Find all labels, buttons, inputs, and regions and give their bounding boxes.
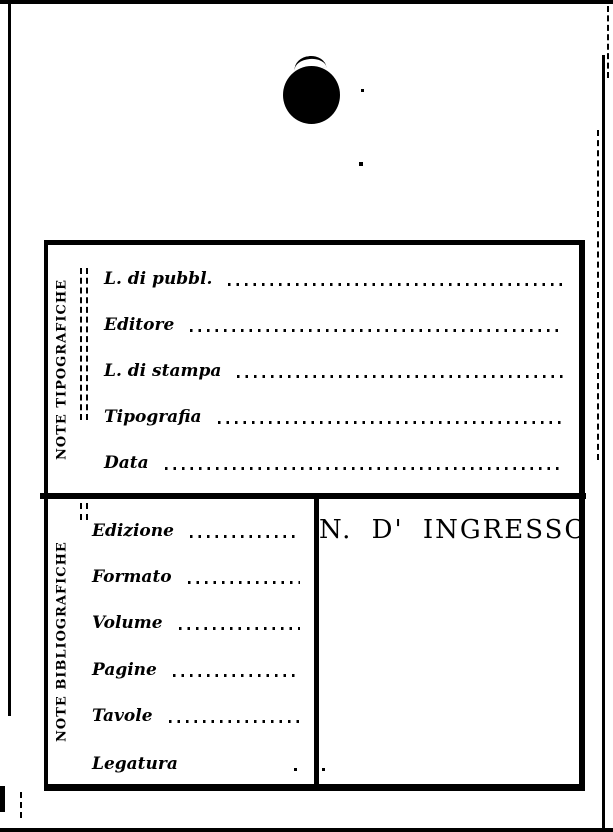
scan-edge-top [0,0,613,4]
field-row-editore [104,316,563,335]
field-label: L. di stampa [104,361,222,381]
field-row-l-di-stampa [104,362,563,381]
double-rule-divider [80,268,88,420]
ingresso-title: N. D' INGRESSO [319,515,588,545]
field-row-data [104,454,563,473]
field-label: Edizione [92,521,174,541]
dotted-entry-line [165,467,563,470]
field-row-tavole [92,707,300,726]
section-title-bibliografiche: NOTE BIBLIOGRAFICHE [54,541,70,742]
field-label: L. di pubbl. [104,269,213,289]
scan-tick-bottom-left [20,792,22,818]
scan-edge-bottom [0,828,613,832]
section-note-bibliografiche [44,499,588,791]
field-label: Formato [92,567,172,587]
field-row-l-di-pubbl [104,270,563,289]
dotted-entry-line [237,375,563,378]
scan-speck [361,89,364,92]
scan-edge-right-dashes-2 [597,130,599,460]
double-rule-fragment [80,503,88,520]
dotted-entry-line [218,421,563,424]
field-label: Volume [92,613,163,633]
dotted-entry-line [228,283,563,286]
field-row-edizione [92,522,300,541]
dotted-entry-line [294,768,330,771]
field-label: Tipografia [104,407,202,427]
dotted-entry-line [169,720,300,723]
dotted-entry-line [190,329,563,332]
field-label: Data [104,453,149,473]
section-title-tipografiche: NOTE TIPOGRAFICHE [54,278,70,460]
field-row-tipografia [104,408,563,427]
field-label: Tavole [92,706,153,726]
scan-edge-right [602,55,605,832]
section-note-tipografiche [44,240,585,493]
field-row-pagine [92,661,300,680]
punch-hole-icon [283,66,340,124]
field-label: Pagine [92,660,157,680]
scan-edge-left [8,0,11,716]
scan-speck [359,162,363,166]
field-row-formato [92,568,300,587]
field-row-legatura [92,755,300,774]
dotted-entry-line [190,535,300,538]
scan-edge-right-dashes [607,6,609,78]
dotted-entry-line [179,627,300,630]
dotted-entry-line [173,674,300,677]
field-label: Editore [104,315,175,335]
scan-corner-bottom-left [0,786,5,812]
field-label: Legatura [92,754,178,774]
dotted-entry-line [188,581,300,584]
field-row-volume [92,614,300,633]
